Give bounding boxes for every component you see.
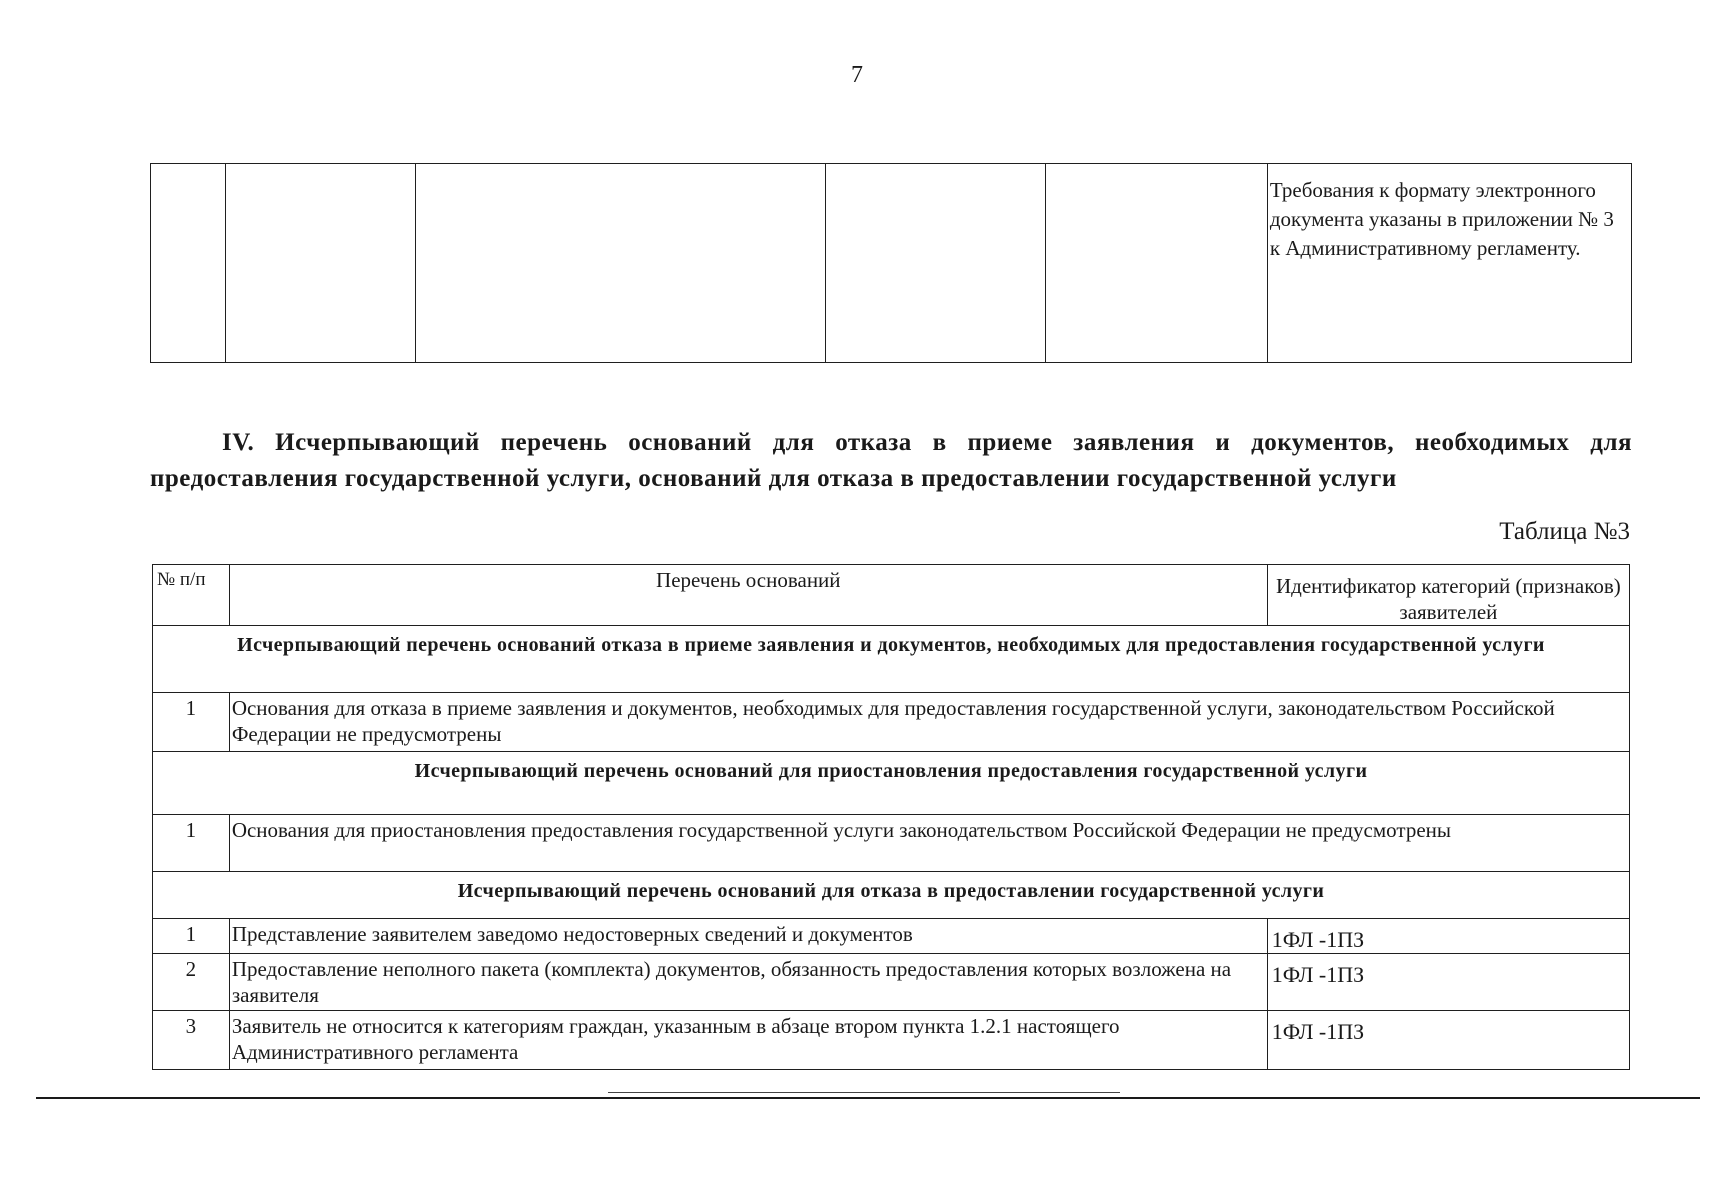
row-number: 3 bbox=[153, 1011, 230, 1070]
row-text: Представление заявителем заведомо недостоверных сведений и документов bbox=[229, 919, 1267, 954]
divider-line bbox=[608, 1092, 1120, 1093]
grounds-table bbox=[152, 564, 1630, 1070]
row-text: Заявитель не относится к категориям граждан, указанным в абзаце втором пункта 1.2.1 настоящего Административного регламента bbox=[229, 1011, 1267, 1070]
table-caption: Таблица №3 bbox=[1499, 518, 1630, 545]
table-row bbox=[153, 1011, 1630, 1070]
row-number: 2 bbox=[153, 954, 230, 1011]
table-cell bbox=[225, 164, 415, 363]
section-row bbox=[153, 752, 1630, 815]
row-number: 1 bbox=[153, 815, 230, 872]
row-text: Предоставление неполного пакета (комплекта) документов, обязанность предоставления которых возложена на заявителя bbox=[229, 954, 1267, 1011]
table-row bbox=[153, 815, 1630, 872]
divider-line bbox=[36, 1097, 1700, 1099]
section-row bbox=[153, 626, 1630, 693]
section-title: Исчерпывающий перечень оснований для приостановления предоставления государственной услуги bbox=[153, 752, 1630, 815]
table-row bbox=[153, 693, 1630, 752]
section-row bbox=[153, 872, 1630, 919]
row-applicant-id: 1ФЛ -1ПЗ bbox=[1267, 954, 1629, 1011]
row-number: 1 bbox=[153, 693, 230, 752]
format-requirements-note: Требования к формату электронного документа указаны в приложении № 3 к Административному регламенту. bbox=[1269, 178, 1614, 260]
row-applicant-id: 1ФЛ -1ПЗ bbox=[1267, 919, 1629, 954]
table-cell bbox=[151, 164, 226, 363]
header-applicant-ids: Идентификатор категорий (признаков) заявителей bbox=[1267, 565, 1629, 626]
header-number: № п/п bbox=[153, 565, 230, 626]
section-heading: IV. Исчерпывающий перечень оснований для отказа в приеме заявления и документов, необходимых для предоставления государственной услуги, оснований для отказа в предоставлении государственной услуги bbox=[150, 429, 1632, 492]
table-row bbox=[153, 954, 1630, 1011]
row-text: Основания для отказа в приеме заявления и документов, необходимых для предоставления государственной услуги, законодательством Российской Федерации не предусмотрены bbox=[229, 693, 1629, 752]
row-number: 1 bbox=[153, 919, 230, 954]
header-reasons: Перечень оснований bbox=[229, 565, 1267, 626]
page-number: 7 bbox=[851, 62, 863, 88]
continued-table bbox=[150, 163, 1632, 363]
row-text: Основания для приостановления предоставления государственной услуги законодательством Российской Федерации не предусмотрены bbox=[229, 815, 1629, 872]
table-cell bbox=[826, 164, 1046, 363]
table-cell bbox=[1046, 164, 1268, 363]
table-header-row bbox=[153, 565, 1630, 626]
table-cell bbox=[1267, 164, 1631, 363]
section-title: Исчерпывающий перечень оснований отказа в приеме заявления и документов, необходимых для предоставления государственной услуги bbox=[153, 626, 1630, 693]
table-cell bbox=[415, 164, 826, 363]
section-title: Исчерпывающий перечень оснований для отказа в предоставлении государственной услуги bbox=[153, 872, 1630, 919]
table-row bbox=[151, 164, 1632, 363]
row-applicant-id: 1ФЛ -1ПЗ bbox=[1267, 1011, 1629, 1070]
table-row bbox=[153, 919, 1630, 954]
